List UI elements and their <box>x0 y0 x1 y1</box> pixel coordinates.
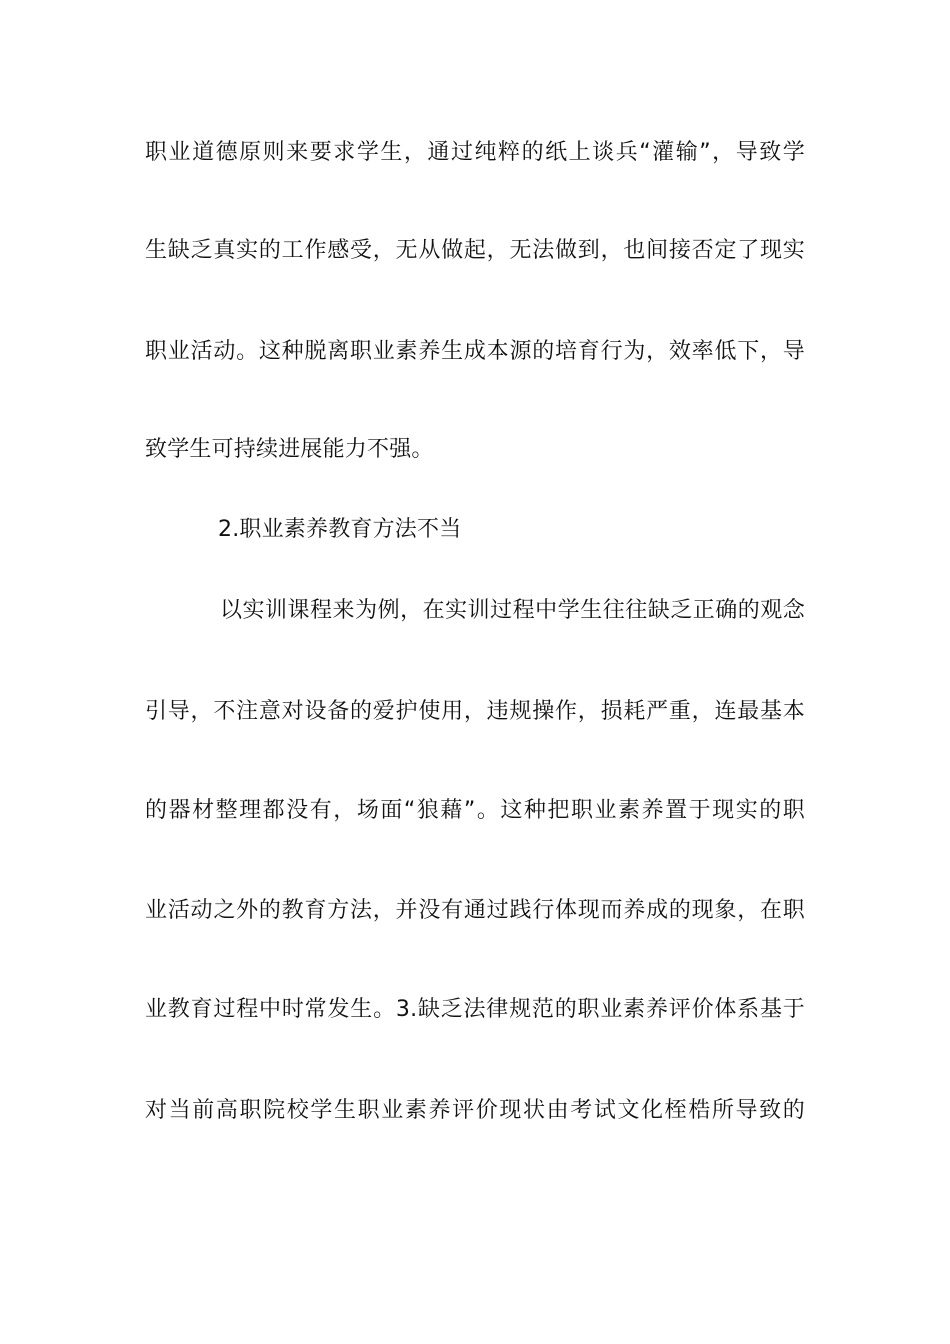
text-line-8: 的器材整理都没有，场面“狼藉”。这种把职业素养置于现实的职 <box>145 798 805 823</box>
text-line-2: 生缺乏真实的工作感受，无从做起，无法做到，也间接否定了现实 <box>145 238 805 263</box>
text-line-1: 职业道德原则来要求学生，通过纯粹的纸上谈兵“灌输”，导致学 <box>145 140 805 165</box>
text-line-6: 以实训课程来为例，在实训过程中学生往往缺乏正确的观念 <box>220 598 805 623</box>
text-line-4: 致学生可持续进展能力不强。 <box>145 437 434 462</box>
text-line-11: 对当前高职院校学生职业素养评价现状由考试文化桎梏所导致的 <box>145 1098 805 1123</box>
text-line-3: 职业活动。这种脱离职业素养生成本源的培育行为，效率低下，导 <box>145 339 805 364</box>
text-line-10: 业教育过程中时常发生。3.缺乏法律规范的职业素养评价体系基于 <box>145 997 805 1022</box>
text-line-9: 业活动之外的教育方法，并没有通过践行体现而养成的现象，在职 <box>145 898 805 923</box>
text-line-7: 引导，不注意对设备的爱护使用，违规操作，损耗严重，连最基本 <box>145 699 805 724</box>
section-heading: 2.职业素养教育方法不当 <box>218 517 462 542</box>
